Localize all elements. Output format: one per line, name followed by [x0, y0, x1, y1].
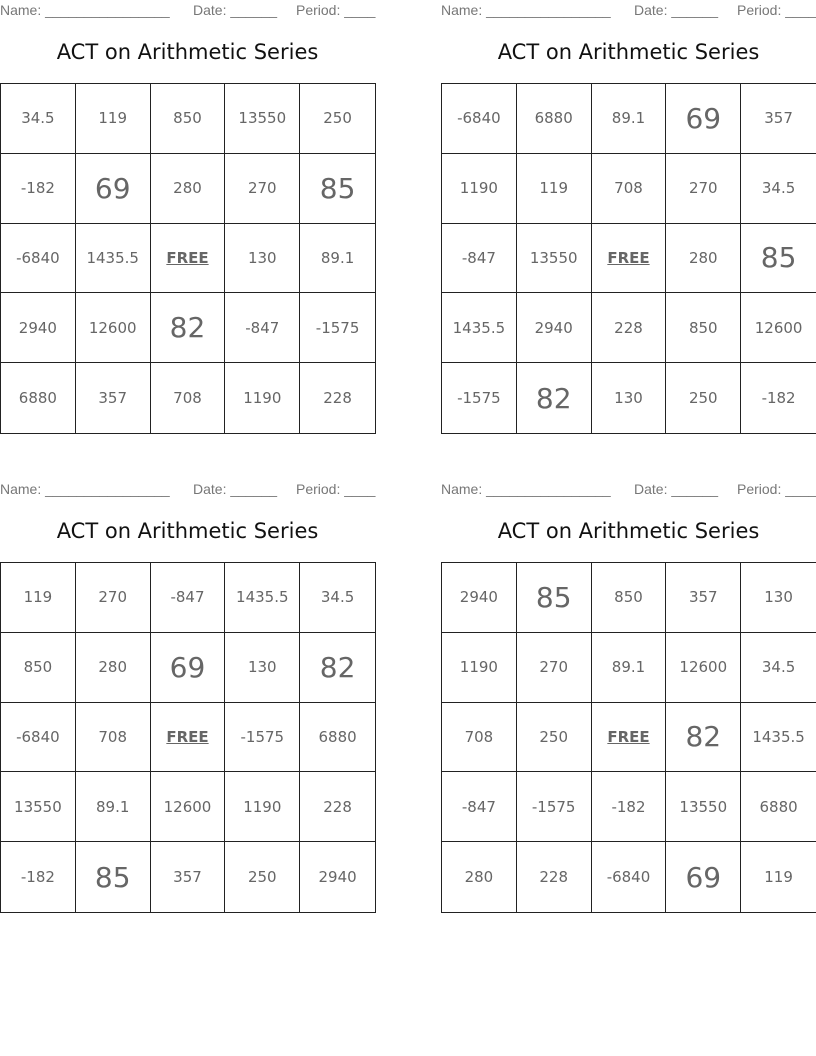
bingo-cell: 34.5: [741, 154, 816, 224]
bingo-cell: 280: [76, 633, 151, 703]
bingo-cell: 1190: [225, 363, 300, 433]
bingo-cell: 85: [300, 154, 375, 224]
bingo-cell: -847: [442, 224, 517, 294]
bingo-cell: 1190: [225, 772, 300, 842]
bingo-cell: -6840: [592, 842, 667, 912]
date-field: Date: ______: [193, 481, 278, 497]
bingo-grid: [0, 83, 376, 434]
bingo-cell: 82: [517, 363, 592, 433]
bingo-cell: 250: [300, 84, 375, 154]
bingo-cell: 13550: [1, 772, 76, 842]
bingo-cell: 850: [592, 563, 667, 633]
student-info-header: [441, 479, 816, 499]
bingo-cell: 708: [76, 703, 151, 773]
bingo-cell: 82: [300, 633, 375, 703]
bingo-cell: 228: [592, 293, 667, 363]
bingo-cell: 850: [1, 633, 76, 703]
period-field: Period: ____: [737, 2, 816, 18]
bingo-cell: 13550: [517, 224, 592, 294]
bingo-cell: 228: [323, 389, 352, 408]
bingo-grid: [441, 83, 816, 434]
bingo-cell: 6880: [517, 84, 592, 154]
bingo-cell: 850: [666, 293, 741, 363]
name-field: Name: ________________: [441, 2, 611, 18]
bingo-cell: 130: [592, 363, 667, 433]
bingo-cell: 228: [517, 842, 592, 912]
bingo-cell: 34.5: [1, 84, 76, 154]
bingo-cell: -1575: [442, 363, 517, 433]
bingo-cell: 69: [666, 84, 741, 154]
bingo-cell: 6880: [300, 703, 375, 773]
bingo-cell: 6880: [741, 772, 816, 842]
bingo-cell: 13550: [225, 84, 300, 154]
free-space: FREE: [151, 224, 226, 294]
bingo-cell: -1575: [300, 293, 375, 363]
bingo-cell: 250: [517, 703, 592, 773]
bingo-cell: 270: [76, 563, 151, 633]
bingo-cell: 82: [666, 703, 741, 773]
bingo-grid: [441, 562, 816, 913]
bingo-cell: 34.5: [741, 633, 816, 703]
bingo-cell: 130: [741, 563, 816, 633]
bingo-cell: -6840: [1, 703, 76, 773]
bingo-cell: -847: [225, 293, 300, 363]
bingo-cell: 1435.5: [442, 293, 517, 363]
bingo-cell: 2940: [1, 293, 76, 363]
name-field: Name: ________________: [441, 481, 611, 497]
card-title: ACT on Arithmetic Series: [497, 40, 760, 64]
date-field: Date: ______: [634, 481, 719, 497]
bingo-cell: 69: [666, 842, 741, 912]
bingo-cell: 1435.5: [76, 224, 151, 294]
bingo-cell: 2940: [517, 293, 592, 363]
name-field: Name: ________________: [0, 481, 170, 497]
bingo-cell: 1435.5: [225, 563, 300, 633]
bingo-cell: 1190: [442, 154, 517, 224]
bingo-cell: 357: [741, 84, 816, 154]
bingo-cell: 82: [151, 293, 226, 363]
bingo-cell: 119: [76, 84, 151, 154]
period-field: Period: ____: [296, 2, 376, 18]
bingo-cell: 130: [225, 224, 300, 294]
bingo-cell: 270: [517, 633, 592, 703]
bingo-cell: 119: [1, 563, 76, 633]
bingo-cell: 119: [764, 868, 793, 887]
bingo-cell: 708: [151, 363, 226, 433]
bingo-cell: -182: [1, 842, 76, 912]
free-space: FREE: [151, 703, 226, 773]
bingo-cell: 357: [666, 563, 741, 633]
bingo-cell: 280: [666, 224, 741, 294]
bingo-cell: 708: [592, 154, 667, 224]
bingo-cell: -6840: [1, 224, 76, 294]
student-info-header: [441, 0, 816, 20]
bingo-cell: 12600: [151, 772, 226, 842]
date-field: Date: ______: [193, 2, 278, 18]
student-info-header: [0, 0, 375, 20]
bingo-cell: 130: [225, 633, 300, 703]
bingo-cell: 280: [442, 842, 517, 912]
bingo-cell: 270: [225, 154, 300, 224]
free-space: FREE: [592, 224, 667, 294]
student-info-header: [0, 479, 375, 499]
bingo-cell: 89.1: [300, 224, 375, 294]
bingo-cell: 12600: [741, 293, 816, 363]
bingo-cell: 357: [76, 363, 151, 433]
period-field: Period: ____: [737, 481, 816, 497]
bingo-cell: 85: [76, 842, 151, 912]
bingo-cell: 250: [666, 363, 741, 433]
bingo-cell: -182: [761, 389, 796, 408]
bingo-cell: -847: [151, 563, 226, 633]
bingo-cell: 2940: [442, 563, 517, 633]
bingo-grid: [0, 562, 376, 913]
bingo-cell: -1575: [517, 772, 592, 842]
card-title: ACT on Arithmetic Series: [497, 519, 760, 543]
bingo-cell: 6880: [1, 363, 76, 433]
bingo-cell: 270: [666, 154, 741, 224]
bingo-cell: -182: [592, 772, 667, 842]
bingo-cell: -182: [1, 154, 76, 224]
bingo-cell: 119: [517, 154, 592, 224]
card-title: ACT on Arithmetic Series: [56, 519, 319, 543]
name-field: Name: ________________: [0, 2, 170, 18]
bingo-cell: 2940: [318, 868, 357, 887]
bingo-cell: 12600: [76, 293, 151, 363]
bingo-cell: 250: [225, 842, 300, 912]
bingo-cell: 12600: [666, 633, 741, 703]
bingo-cell: -6840: [442, 84, 517, 154]
bingo-cell: 69: [151, 633, 226, 703]
bingo-cell: 228: [300, 772, 375, 842]
bingo-cell: 280: [151, 154, 226, 224]
bingo-cell: 85: [741, 224, 816, 294]
bingo-cell: 13550: [666, 772, 741, 842]
bingo-cell: 89.1: [76, 772, 151, 842]
bingo-cell: 69: [76, 154, 151, 224]
bingo-cell: -847: [442, 772, 517, 842]
bingo-cell: 708: [442, 703, 517, 773]
period-field: Period: ____: [296, 481, 376, 497]
bingo-cell: 850: [151, 84, 226, 154]
bingo-cell: 1190: [442, 633, 517, 703]
bingo-cell: 1435.5: [741, 703, 816, 773]
free-space: FREE: [592, 703, 667, 773]
bingo-cell: 34.5: [300, 563, 375, 633]
bingo-cell: 85: [517, 563, 592, 633]
card-title: ACT on Arithmetic Series: [56, 40, 319, 64]
bingo-cell: 357: [151, 842, 226, 912]
bingo-cell: 89.1: [592, 84, 667, 154]
bingo-cell: -1575: [225, 703, 300, 773]
date-field: Date: ______: [634, 2, 719, 18]
bingo-cell: 89.1: [592, 633, 667, 703]
